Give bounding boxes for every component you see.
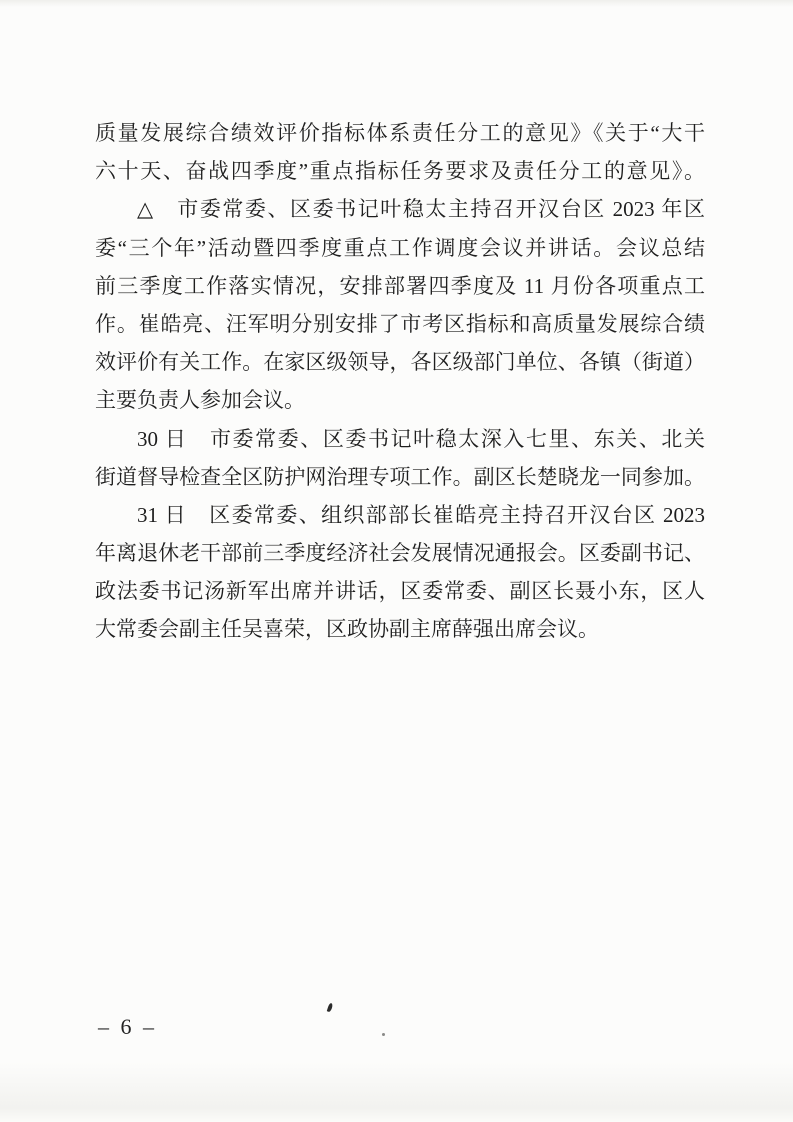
text-line: 作。崔皓亮、汪军明分别安排了市考区指标和高质量发展综合绩 (95, 311, 705, 336)
text-line: 主要负责人参加会议。 (95, 388, 305, 413)
text-line: 年离退休老干部前三季度经济社会发展情况通报会。区委副书记、 (95, 541, 705, 566)
text-line: 街道督导检查全区防护网治理专项工作。副区长楚晓龙一同参加。 (95, 464, 705, 489)
ink-speck-large (327, 1003, 334, 1013)
text-line: 31 日 区委常委、组织部部长崔皓亮主持召开汉台区 2023 (137, 502, 705, 527)
page-number: – 6 – (98, 1014, 157, 1039)
text-line: 效评价有关工作。在家区级领导，各区级部门单位、各镇（街道） (95, 350, 705, 375)
text-line: 政法委书记汤新军出席并讲话，区委常委、副区长聂小东，区人 (95, 579, 705, 604)
text-line: 质量发展综合绩效评价指标体系责任分工的意见》《关于“大干 (95, 121, 705, 145)
document-body (95, 114, 705, 649)
text-line: 委“三个年”活动暨四季度重点工作调度会议并讲话。会议总结 (95, 235, 705, 260)
text-line: 前三季度工作落实情况，安排部署四季度及 11 月份各项重点工 (95, 273, 705, 298)
text-line: 30 日 市委常委、区委书记叶稳太深入七里、东关、北关 (137, 426, 705, 451)
text-line: △ 市委常委、区委书记叶稳太主持召开汉台区 2023 年区 (137, 197, 705, 222)
text-line: 大常委会副主任吴喜荣，区政协副主席薛强出席会议。 (95, 617, 599, 642)
text-line: 六十天、奋战四季度”重点指标任务要求及责任分工的意见》。 (95, 159, 705, 184)
ink-speck-small (382, 1033, 385, 1036)
